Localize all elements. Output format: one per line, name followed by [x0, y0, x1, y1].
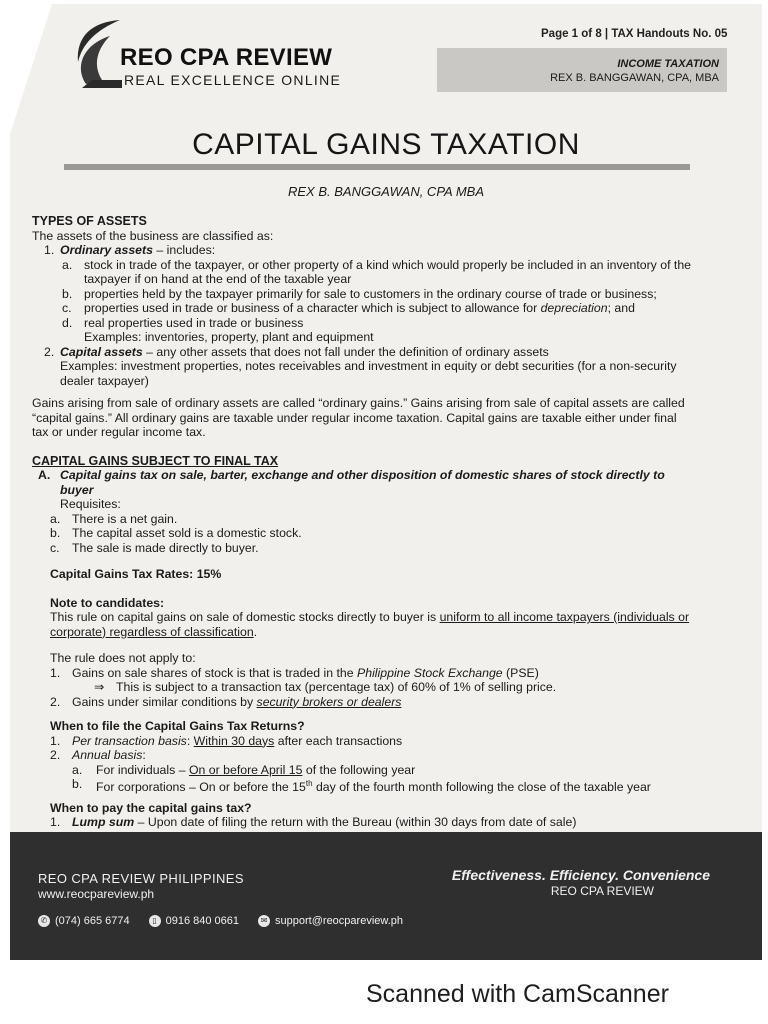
tax-rate: Capital Gains Tax Rates: 15% — [50, 567, 222, 581]
author-line: REX B. BANGGAWAN, CPA MBA — [287, 184, 484, 199]
requisites-label: Requisites: — [60, 497, 121, 511]
arrow-icon: ⇒ — [94, 680, 105, 694]
pay-item: 1. Lump sum – Upon date of filing the return with the Bureau (within 30 days from date of sale) — [50, 815, 577, 830]
page-title: CAPITAL GAINS TAXATION — [192, 128, 580, 161]
footer-slogan: Effectiveness. Efficiency. Convenience — [451, 867, 710, 883]
gains-paragraph-line: Gains arising from sale of ordinary assets are called “ordinary gains.” Gains arising from sale of capital assets are called — [32, 396, 685, 410]
footer-contacts — [38, 915, 403, 927]
pay-heading: When to pay the capital gains tax? — [50, 800, 252, 815]
brand-tagline: REAL EXCELLENCE ONLINE — [124, 72, 342, 88]
list-item-continuation: taxpayer if on hand at the end of the taxable year — [84, 272, 352, 286]
footer-email: support@reocpareview.ph — [275, 915, 404, 927]
section-a-title-cont: buyer — [60, 482, 94, 497]
footer-company: REO CPA REVIEW PHILIPPINES — [38, 871, 244, 886]
types-heading: TYPES OF ASSETS — [32, 214, 147, 228]
file-item: 2. Annual basis: — [50, 748, 146, 762]
list-item: b. properties held by the taxpayer primarily for sale to customers in the ordinary course of trade or business; — [62, 286, 657, 301]
subject-box — [437, 48, 727, 92]
subject-label: INCOME TAXATION — [617, 58, 719, 70]
brand-name: REO CPA REVIEW — [120, 44, 333, 71]
lecturer-label: REX B. BANGGAWAN, CPA, MBA — [550, 72, 719, 84]
requisite-item: a. There is a net gain. — [50, 511, 178, 526]
footer-website: www.reocpareview.ph — [38, 887, 155, 901]
footer-mobile: 0916 840 0661 — [165, 915, 240, 927]
capital-examples: Examples: investment properties, notes receivables and investment in equity or debt securities (for a non-security — [60, 359, 677, 373]
document-page — [10, 4, 762, 960]
file-subitem: b. For corporations – On or before the 15th day of the fourth month following the close of the taxable year — [72, 777, 651, 795]
ordinary-examples: Examples: inventories, property, plant and equipment — [84, 330, 374, 344]
not-apply-item: 2. Gains under similar conditions by security brokers or dealers — [50, 694, 402, 709]
not-apply-heading: The rule does not apply to: — [50, 651, 196, 665]
file-heading: When to file the Capital Gains Tax Returns? — [50, 719, 305, 733]
phone-icon: ✆ — [38, 915, 50, 927]
list-item: c. properties used in trade or business of a character which is subject to allowance for depreciation; and — [62, 301, 635, 315]
types-intro: The assets of the business are classified as: — [32, 228, 274, 243]
page-info: Page 1 of 8 | TAX Handouts No. 05 — [541, 28, 728, 40]
ordinary-assets-item: 1. Ordinary assets – includes: — [44, 243, 216, 257]
file-subitem: a. For individuals – On or before April 15 of the following year — [72, 762, 416, 777]
note-text-cont: corporate) regardless of classification. — [50, 624, 258, 639]
email-icon: ✉ — [258, 915, 270, 927]
capital-examples-cont: dealer taxpayer) — [60, 373, 149, 388]
not-apply-item: 1. Gains on sale shares of stock is that is traded in the Philippine Stock Exchange (PSE) — [50, 665, 539, 680]
file-item: 1. Per transaction basis: Within 30 days after each transactions — [50, 733, 403, 748]
capital-assets-item: 2. Capital assets – any other assets that does not fall under the definition of ordinary assets — [44, 344, 549, 359]
page-footer — [10, 832, 762, 960]
cgft-heading: CAPITAL GAINS SUBJECT TO FINAL TAX — [32, 453, 279, 468]
not-apply-subnote: ⇒ This is subject to a transaction tax (percentage tax) of 60% of 1% of selling price. — [94, 680, 557, 694]
requisite-item: c. The sale is made directly to buyer. — [50, 540, 259, 555]
requisite-item: b. The capital asset sold is a domestic stock. — [50, 526, 302, 540]
gains-paragraph-line: tax or under regular income tax. — [32, 425, 206, 439]
scanner-watermark: Scanned with CamScanner — [366, 980, 669, 1008]
list-item: d. real properties used in trade or business — [62, 315, 304, 330]
note-heading: Note to candidates: — [50, 595, 165, 610]
note-text: This rule on capital gains on sale of domestic stocks directly to buyer is uniform to all income taxpayers (individuals or — [50, 610, 690, 624]
section-a-title: A. Capital gains tax on sale, barter, exchange and other disposition of domestic shares of stock directly to — [38, 468, 665, 482]
page-fold-corner — [10, 4, 52, 134]
footer-phone: (074) 665 6774 — [55, 915, 130, 927]
document-body — [32, 214, 722, 844]
footer-slogan-sub: REO CPA REVIEW — [550, 884, 654, 898]
mobile-icon: ▯ — [149, 915, 161, 927]
gains-paragraph-line: “capital gains.” All ordinary gains are taxable under regular income taxation. Capital gains are taxable either under final — [32, 410, 677, 425]
list-item: a. stock in trade of the taxpayer, or other property of a kind which would properly be included in an inventory of the — [62, 257, 691, 272]
title-divider — [64, 164, 690, 170]
